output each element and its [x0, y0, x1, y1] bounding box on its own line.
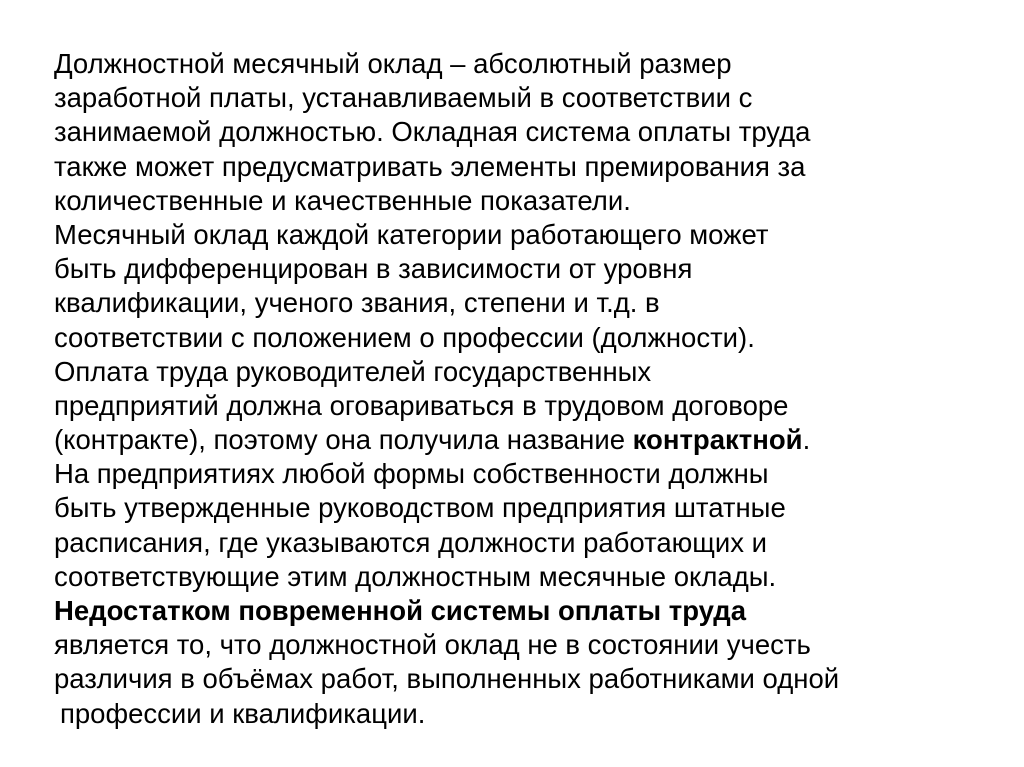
- text-line: заработной платы, устанавливаемый в соответствии с: [54, 82, 753, 114]
- text-line: [54, 423, 1004, 457]
- text-line: соответствующие этим должностным месячные оклады.: [54, 560, 777, 592]
- paragraph-staff-schedule: [54, 457, 1004, 594]
- paragraph-disadvantage: [54, 594, 1004, 731]
- text-line: Должностной месячный оклад – абсолютный размер: [54, 48, 732, 79]
- text-line: расписания, где указываются должности работающих и: [54, 526, 768, 558]
- paragraph-salary-differentiation: [54, 218, 1004, 355]
- body-text: [54, 47, 1004, 731]
- text-segment: (контракте), поэтому она получила название: [54, 424, 633, 456]
- text-line: количественные и качественные показатели.: [54, 184, 631, 216]
- text-line: предприятий должна оговариваться в трудовом договоре: [54, 389, 789, 421]
- text-line: быть дифференцирован в зависимости от уровня: [54, 253, 693, 285]
- text-line: На предприятиях любой формы собственности должны: [54, 458, 769, 490]
- paragraph-salary-definition: [54, 47, 1004, 218]
- text-line: Месячный оклад каждой категории работающего может: [54, 218, 769, 250]
- text-line: также может предусматривать элементы премирования за: [54, 150, 806, 182]
- text-line: занимаемой должностью. Окладная система оплаты труда: [54, 116, 811, 148]
- text-line: Оплата труда руководителей государственных: [54, 355, 652, 387]
- text-line: быть утвержденные руководством предприятия штатные: [54, 492, 786, 524]
- bold-term: контрактной: [632, 424, 803, 456]
- bold-heading-line: Недостатком повременной системы оплаты труда: [54, 595, 747, 626]
- text-line: профессии и квалификации.: [60, 697, 426, 729]
- paragraph-contract-pay: [54, 355, 1004, 458]
- text-segment: .: [802, 424, 811, 456]
- text-line: соответствии с положением о профессии (должности).: [54, 321, 755, 353]
- text-line: является то, что должностной оклад не в состоянии учесть: [54, 629, 811, 661]
- text-line: квалификации, ученого звания, степени и т.д. в: [54, 287, 660, 319]
- text-line: различия в объёмах работ, выполненных работниками одной: [54, 663, 840, 695]
